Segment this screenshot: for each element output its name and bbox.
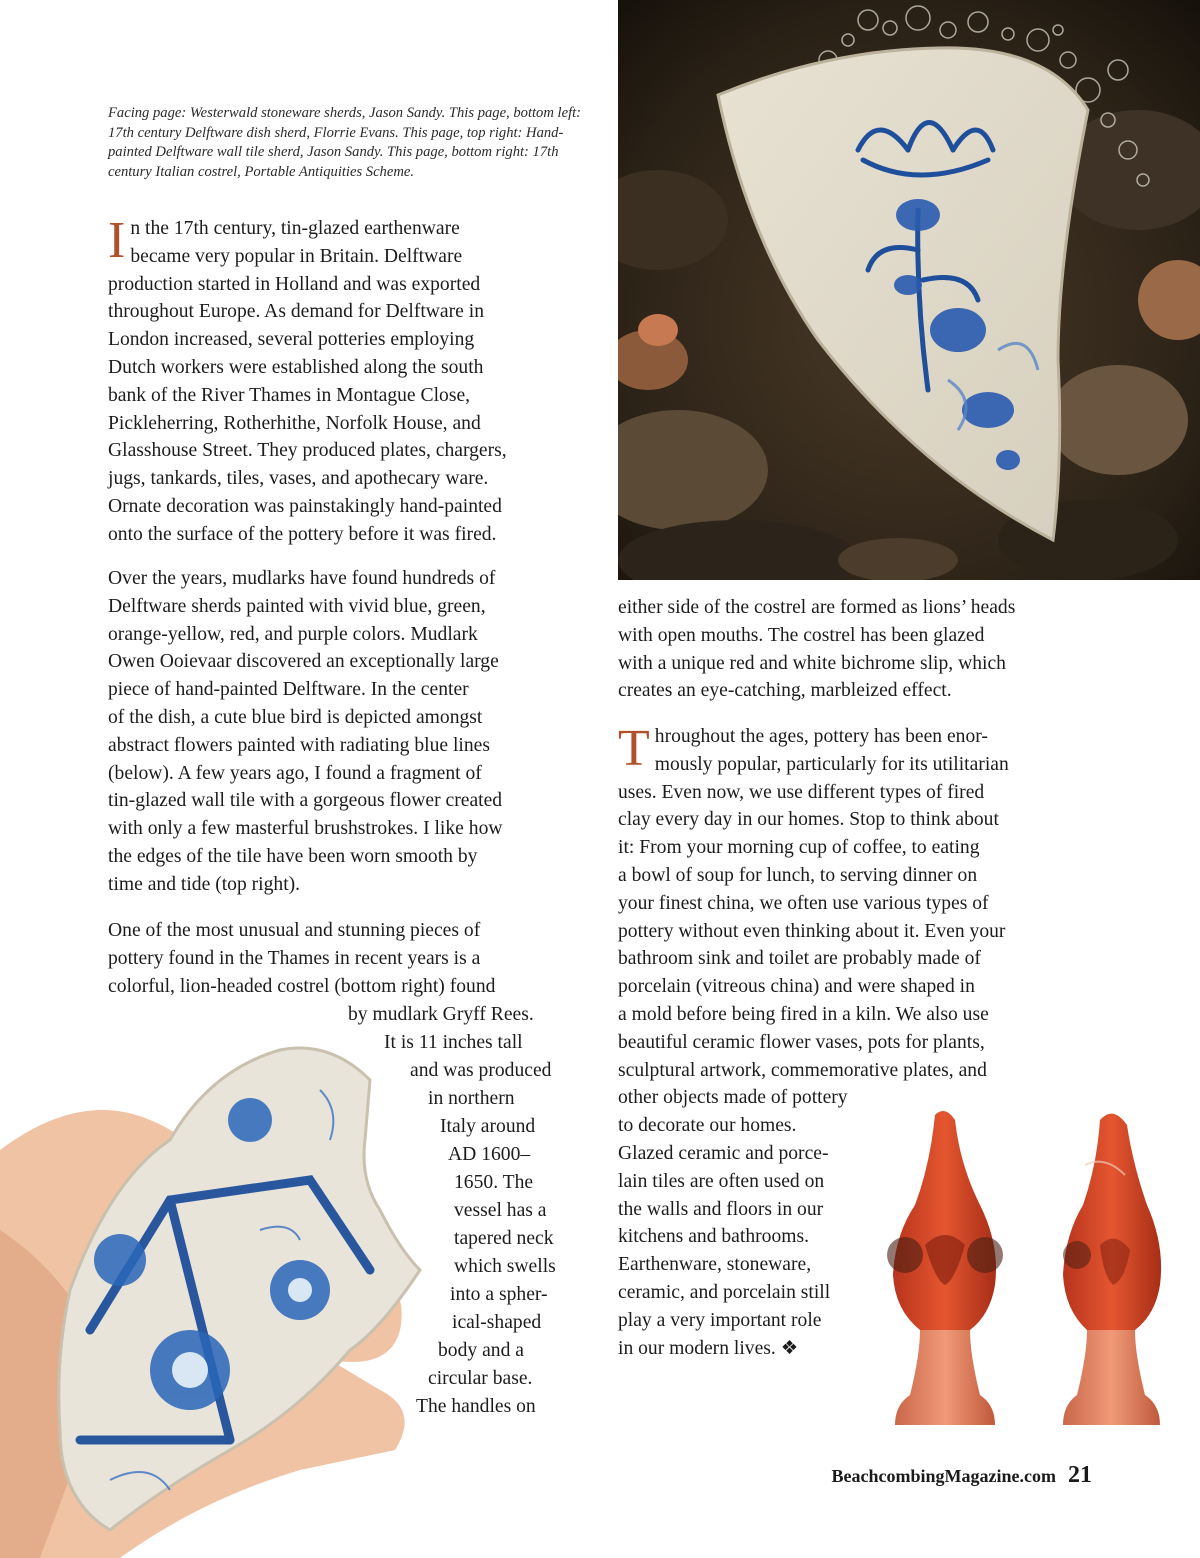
text-line: Italy around: [440, 1116, 536, 1137]
text-line: with only a few masterful brushstrokes. I like how: [108, 818, 503, 840]
drop-cap-t: T: [618, 720, 650, 777]
text-line: jugs, tankards, tiles, vases, and apothecary ware.: [108, 468, 489, 490]
text-line: onto the surface of the pottery before it was fired.: [108, 523, 497, 545]
text-line: production started in Holland and was exported: [108, 273, 481, 295]
text-line: a mold before being fired in a kiln. We also use: [618, 1003, 989, 1025]
text-line: lain tiles are often used on: [618, 1170, 825, 1192]
text-line: abstract flowers painted with radiating blue lines: [108, 734, 490, 756]
text-line: ical-shaped: [452, 1312, 542, 1333]
footer-website[interactable]: BeachcombingMagazine.com: [831, 1466, 1056, 1486]
text-line: bank of the River Thames in Montague Close,: [108, 384, 471, 406]
page-footer: [832, 1462, 1092, 1489]
text-line: time and tide (top right).: [108, 873, 301, 895]
text-line: it: From your morning cup of coffee, to eating: [618, 837, 980, 859]
delftware-dish-sherd-photo: [0, 1030, 440, 1558]
text-line: Delftware sherds painted with vivid blue, green,: [108, 595, 486, 617]
text-line: became very popular in Britain. Delftware: [130, 245, 463, 267]
text-line: ceramic, and porcelain still: [618, 1281, 831, 1303]
text-line: pottery found in the Thames in recent years is a: [108, 947, 481, 969]
text-line: uses. Even now, we use different types of fired: [618, 781, 985, 803]
text-line: a bowl of soup for lunch, to serving dinner on: [618, 864, 978, 886]
text-line: bathroom sink and toilet are probably made of: [618, 948, 981, 970]
text-line: Glasshouse Street. They produced plates, chargers,: [108, 440, 507, 462]
text-line: sculptural artwork, commemorative plates, and: [618, 1059, 987, 1081]
text-line: kitchens and bathrooms.: [618, 1226, 810, 1248]
text-line: to decorate our homes.: [618, 1115, 797, 1137]
text-line: either side of the costrel are formed as lions’ heads: [618, 597, 1016, 618]
text-line: in our modern lives. ❖: [618, 1337, 799, 1359]
delftware-tile-sherd-photo: [618, 0, 1200, 580]
text-line: Dutch workers were established along the south: [108, 356, 484, 378]
text-line: (below). A few years ago, I found a fragment of: [108, 762, 482, 784]
text-line: Over the years, mudlarks have found hundreds of: [108, 568, 496, 589]
text-line: colorful, lion-headed costrel (bottom right) found: [108, 975, 496, 997]
text-line: clay every day in our homes. Stop to think about: [618, 809, 999, 831]
text-line: with a unique red and white bichrome slip, which: [618, 652, 1006, 674]
text-line: Owen Ooievaar discovered an exceptionally large: [108, 651, 499, 673]
text-line: The handles on: [416, 1396, 536, 1417]
text-line: which swells: [454, 1256, 556, 1277]
text-line: One of the most unusual and stunning pieces of: [108, 920, 481, 941]
text-line: Earthenware, stoneware,: [618, 1254, 812, 1276]
paragraph-intro: [108, 212, 598, 549]
paragraph-costrel: [108, 917, 598, 1000]
text-line: Glazed ceramic and porce-: [618, 1142, 829, 1164]
paragraph-costrel-continued: [618, 594, 1098, 705]
text-line: in northern: [428, 1088, 515, 1109]
page-number: 21: [1068, 1462, 1092, 1488]
text-line: porcelain (vitreous china) and were shaped in: [618, 976, 975, 998]
text-line: by mudlark Gryff Rees.: [348, 1004, 534, 1025]
text-line: circular base.: [428, 1368, 533, 1389]
text-line: mously popular, particularly for its utilitarian: [654, 753, 1009, 775]
text-line: play a very important role: [618, 1309, 822, 1331]
text-line: the walls and floors in our: [618, 1198, 824, 1220]
text-line: your finest china, we often use various types of: [618, 892, 989, 914]
photo-caption: Facing page: Westerwald stoneware sherds, Jason Sandy. This page, bottom left: 17th century Delftware dish sherd, Florrie Evans. This page, top right: Hand-painted Delftware wall tile sherd, Jason Sandy. This page, bottom right: 17th century Italian costrel, Portable Antiquities Scheme.: [108, 105, 582, 180]
text-line: vessel has a: [454, 1200, 547, 1221]
text-line: the edges of the tile have been worn smooth by: [108, 845, 478, 867]
text-line: It is 11 inches tall: [384, 1032, 523, 1053]
text-line: London increased, several potteries employing: [108, 329, 475, 351]
text-line: of the dish, a cute blue bird is depicted amongst: [108, 706, 483, 728]
text-line: Ornate decoration was painstakingly hand-painted: [108, 495, 502, 517]
text-line: hroughout the ages, pottery has been enor-: [654, 726, 988, 747]
text-line: throughout Europe. As demand for Delftware in: [108, 301, 484, 323]
text-line: other objects made of pottery: [618, 1087, 848, 1109]
text-line: 1650. The: [454, 1172, 534, 1193]
text-line: piece of hand-painted Delftware. In the center: [108, 679, 469, 701]
text-line: AD 1600–: [448, 1144, 531, 1165]
drop-cap-i: I: [108, 212, 126, 269]
text-line: and was produced: [410, 1060, 552, 1081]
text-line: creates an eye-catching, marbleized effect.: [618, 680, 952, 702]
text-line: tapered neck: [454, 1228, 554, 1249]
text-line: tin-glazed wall tile with a gorgeous flower created: [108, 790, 503, 812]
text-line: orange-yellow, red, and purple colors. Mudlark: [108, 623, 478, 645]
text-line: with open mouths. The costrel has been glazed: [618, 624, 985, 646]
text-line: pottery without even thinking about it. Even your: [618, 920, 1006, 942]
text-line: Pickleherring, Rotherhithe, Norfolk House, and: [108, 412, 481, 434]
paragraph-pottery-uses: [618, 720, 1098, 1362]
text-line: into a spher-: [450, 1284, 548, 1305]
text-line: beautiful ceramic flower vases, pots for plants,: [618, 1031, 985, 1053]
paragraph-mudlarks: [108, 565, 598, 899]
text-line: body and a: [438, 1340, 524, 1361]
text-line: n the 17th century, tin-glazed earthenware: [130, 218, 460, 239]
